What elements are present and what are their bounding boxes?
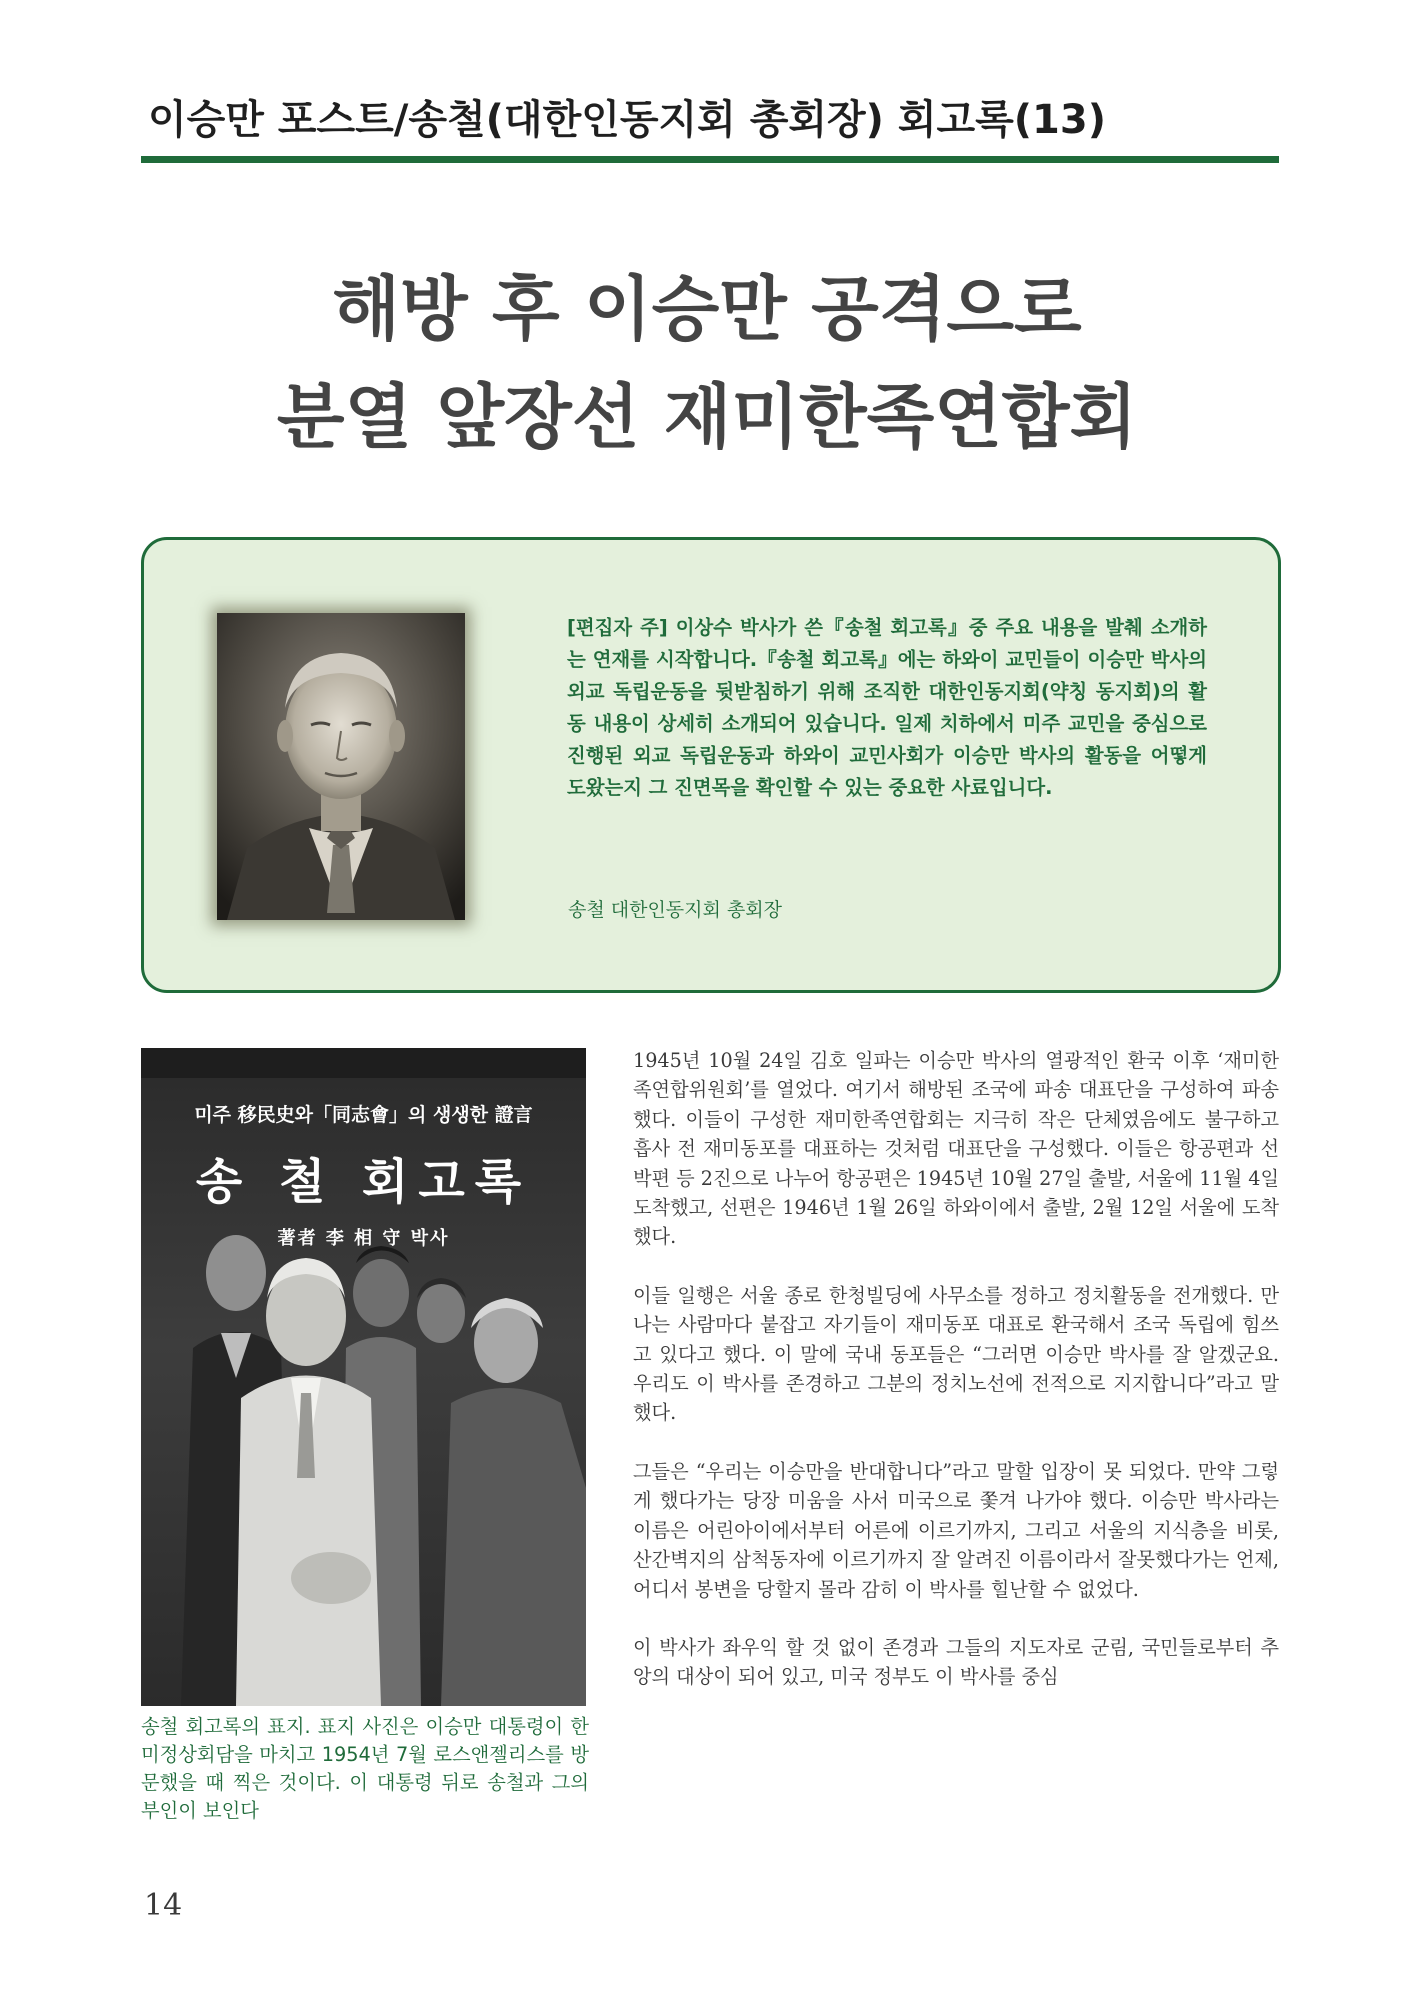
article-body [633,1046,1279,1721]
body-paragraph: 1945년 10월 24일 김호 일파는 이승만 박사의 열광적인 환국 이후 ‘재미한족연합위원회’를 열었다. 여기서 해방된 조국에 파송 대표단을 구성하여 파송했다. 이들이 구성한 재미한족연합회는 지극히 작은 단체였음에도 불구하고 흡사 전 재미동포를 대표하는 것처럼 대표단을 구성했다. 이들은 항공편과 선박편 등 2진으로 나누어 항공편은 1945년 10월 27일 출발, 서울에 11월 4일 도착했고, 선편은 1946년 1월 26일 하와이에서 출발, 2월 12일 서울에 도착했다. [633,1049,1279,1249]
body-paragraph: 그들은 “우리는 이승만을 반대합니다”라고 말할 입장이 못 되었다. 만약 그렇게 했다가는 당장 미움을 사서 미국으로 쫓겨 나가야 했다. 이승만 박사라는 이름은 어린아이에서부터 어른에 이르기까지, 그리고 서울의 지식층을 비롯, 산간벽지의 삼척동자에 이르기까지 잘 알려진 이름이라서 잘못했다가는 언제, 어디서 봉변을 당할지 몰라 감히 이 박사를 힐난할 수 없었다. [633,1459,1279,1601]
article-title [0,255,1414,471]
header-rule [141,156,1279,163]
portrait-illustration [217,613,465,920]
cover-caption: 송철 회고록의 표지. 표지 사진은 이승만 대통령이 한미정상회담을 마치고 1954년 7월 로스앤젤리스를 방문했을 때 찍은 것이다. 이 대통령 뒤로 송철과 그의 부인이 보인다 [141,1715,589,1822]
series-title: 이승만 포스트/송철(대한인동지회 총회장) 회고록(13) [148,97,1106,143]
cover-author: 著者 李 相 守 박사 [277,1228,450,1249]
body-paragraph: 이 박사가 좌우익 할 것 없이 존경과 그들의 지도자로 군림, 국민들로부터 추앙의 대상이 되어 있고, 미국 정부도 이 박사를 중심 [633,1635,1279,1689]
portrait-photo [217,613,465,920]
article-title-line-1: 해방 후 이승만 공격으로 [332,268,1082,350]
book-cover-photo [141,1048,586,1706]
cover-title: 송 철 회고록 [195,1154,532,1210]
body-paragraph: 이들 일행은 서울 종로 한청빌딩에 사무소를 정하고 정치활동을 전개했다. 만나는 사람마다 붙잡고 자기들이 재미동포 대표로 환국해서 조국 독립에 힘쓰고 있다고 했다. 이 말에 국내 동포들은 “그러면 이승만 박사를 잘 알겠군요. 우리도 이 박사를 존경하고 그분의 정치노선에 전적으로 지지합니다”라고 말했다. [633,1283,1279,1425]
editor-note: [편집자 주] 이상수 박사가 쓴『송철 회고록』중 주요 내용을 발췌 소개하는 연재를 시작합니다.『송철 회고록』에는 하와이 교민들이 이승만 박사의 외교 독립운동을 뒷받침하기 위해 조직한 대한인동지회(약칭 동지회)의 활동 내용이 상세히 소개되어 있습니다. 일제 치하에서 미주 교민을 중심으로 진행된 외교 독립운동과 하와이 교민사회가 이승만 박사의 활동을 어떻게 도왔는지 그 진면목을 확인할 수 있는 중요한 사료입니다. [567,616,1207,799]
article-title-line-2: 분열 앞장선 재미한족연합회 [276,376,1138,458]
cover-subtitle: 미주 移民史와「同志會」의 생생한 證言 [194,1104,533,1126]
portrait-caption: 송철 대한인동지회 총회장 [568,899,782,921]
page-number: 14 [144,1888,183,1923]
